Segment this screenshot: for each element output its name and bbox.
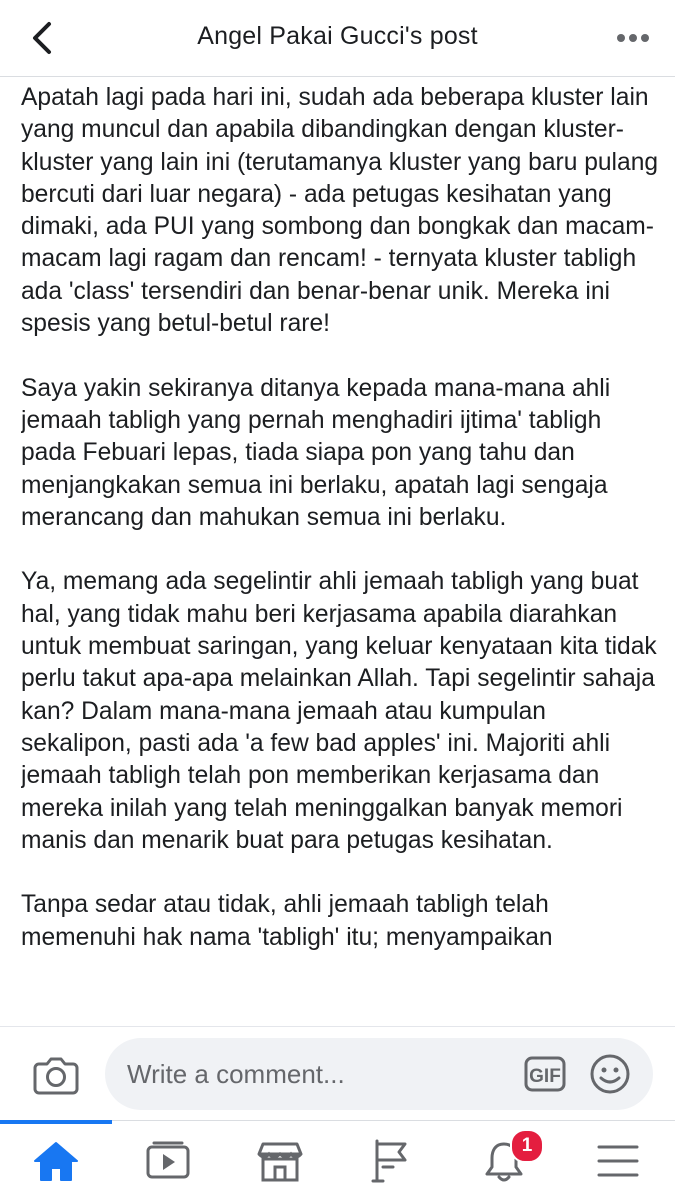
tab-home[interactable] [0, 1121, 112, 1201]
gif-icon [524, 1056, 566, 1092]
camera-button[interactable] [30, 1049, 82, 1101]
more-options-button[interactable] [611, 18, 655, 58]
hamburger-menu-icon [597, 1143, 639, 1179]
post-paragraph: Ya, memang ada segelintir ahli jemaah tabligh yang buat hal, yang tidak mahu beri kerjasama apabila diarahkan untuk membuat saringan, yang keluar kenyataan kita tidak perlu takut apa-apa melainkan Allah. Tapi segelintir sahaja kan? Dalam mana-mana jemaah atau kumpulan sekalipon, pasti ada 'a few bad apples' ini. Majoriti ahli jemaah tabligh telah pon memberikan kerjasama dan mereka inilah yang telah meninggalkan banyak memori manis dan menarik buat para petugas kesihatan. [21, 568, 657, 854]
comment-field [105, 1038, 653, 1110]
tab-marketplace[interactable] [224, 1121, 336, 1201]
tab-pages[interactable] [336, 1121, 448, 1201]
bottom-tab-bar [0, 1120, 675, 1200]
post-paragraph: Apatah lagi pada hari ini, sudah ada beberapa kluster lain yang muncul dan apabila dibandingkan dengan kluster-kluster yang lain ini (terutamanya kluster yang baru pulang bercuti dari luar negara) - ada petugas kesihatan yang dimaki, ada PUI yang sombong dan bongkak dan macam-macam lagi ragam dan rencam! - ternyata kluster tabligh ada 'class' tersendiri dan benar-benar unik. Mereka ini spesis yang betul-betul rare! [21, 84, 659, 338]
smiley-icon [589, 1053, 631, 1095]
video-icon [145, 1141, 191, 1181]
post-paragraph: Tanpa sedar atau tidak, ahli jemaah tabligh telah memenuhi hak nama 'tabligh' itu; menyampaikan [21, 891, 553, 951]
flag-icon [371, 1139, 413, 1183]
camera-icon [33, 1055, 79, 1095]
post-paragraph: Saya yakin sekiranya ditanya kepada mana-mana ahli jemaah tabligh yang pernah menghadiri ijtima' tabligh pada Febuari lepas, tiada siapa pon yang tahu dan menjangkakan semua ini berlaku, apatah lagi sengaja merancang dan mahukan semua ini berlaku. [21, 374, 611, 531]
back-button[interactable] [20, 16, 64, 60]
tab-watch[interactable] [112, 1121, 224, 1201]
tab-notifications[interactable] [448, 1121, 560, 1201]
top-bar [0, 0, 675, 77]
tab-menu[interactable] [560, 1121, 675, 1201]
post-text [21, 82, 661, 1027]
comment-composer [0, 1027, 675, 1120]
gif-button[interactable] [523, 1055, 567, 1093]
home-icon [33, 1140, 79, 1182]
page-title: Angel Pakai Gucci's post [197, 22, 478, 50]
gif-label: GIF [529, 1066, 561, 1087]
emoji-button[interactable] [589, 1053, 631, 1095]
notification-badge: 1 [510, 1129, 544, 1163]
comment-input[interactable] [127, 1038, 507, 1110]
shop-icon [257, 1140, 303, 1182]
more-dots-icon [616, 33, 650, 43]
chevron-left-icon [29, 21, 55, 55]
